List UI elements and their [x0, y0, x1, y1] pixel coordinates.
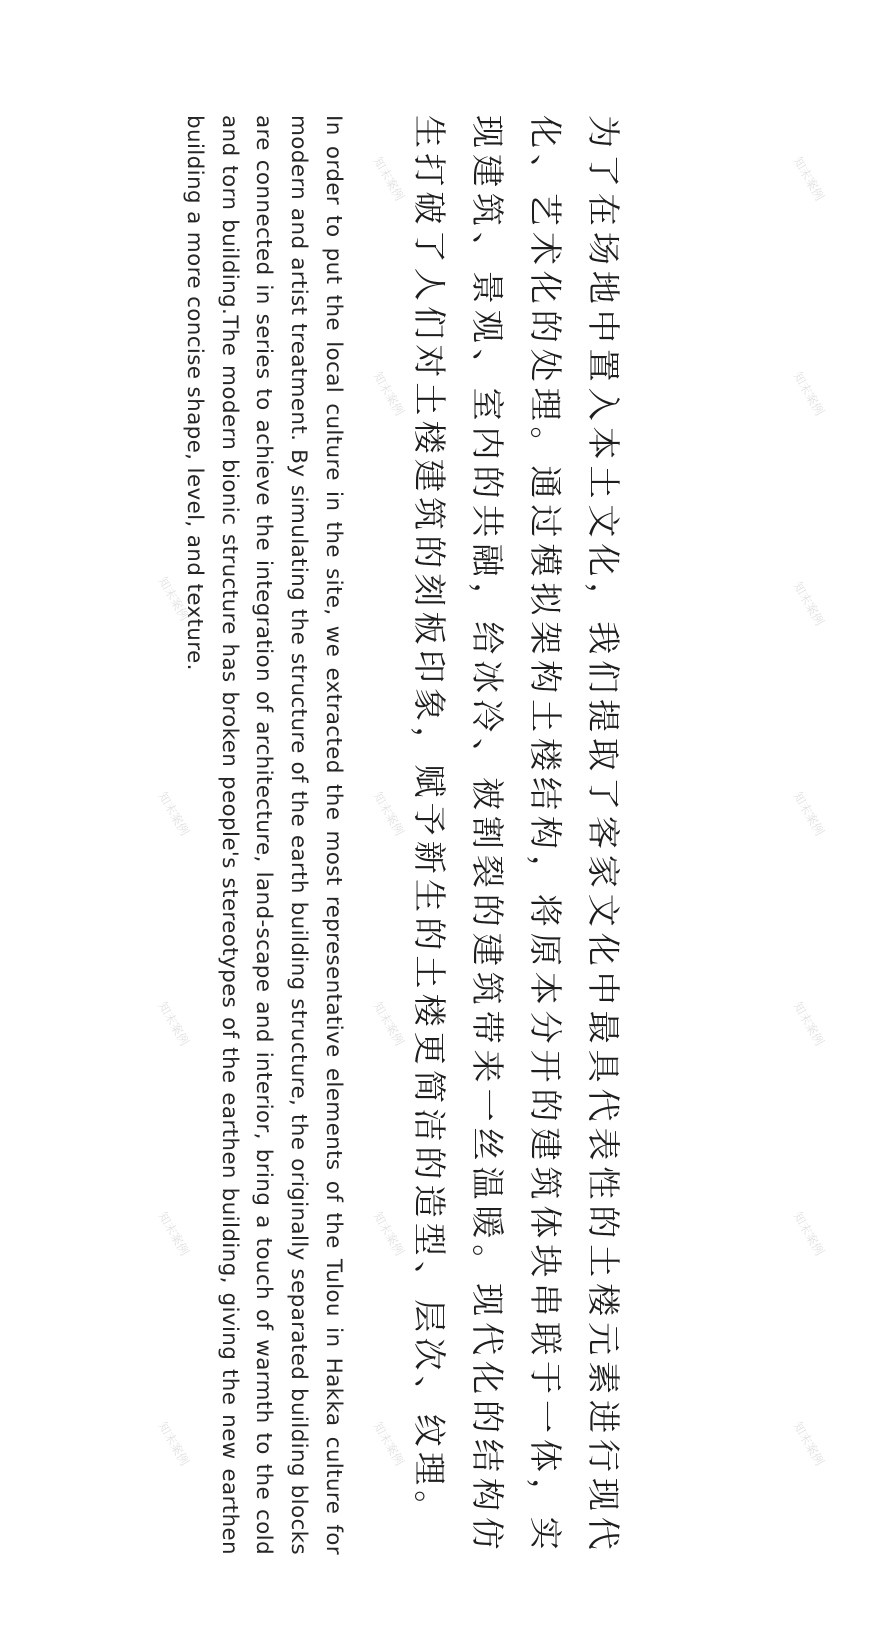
- watermark: 知末案例: [790, 999, 827, 1049]
- watermark: 知末案例: [790, 1209, 827, 1259]
- watermark: 知末案例: [790, 789, 827, 839]
- watermark: 知末案例: [155, 1419, 192, 1469]
- watermark: 知末案例: [370, 369, 407, 419]
- watermark: 知末案例: [155, 574, 192, 624]
- watermark: 知末案例: [370, 1419, 407, 1469]
- watermark: 知末案例: [155, 789, 192, 839]
- english-text-block: [176, 115, 350, 1555]
- watermark: 知末案例: [155, 1209, 192, 1259]
- chinese-paragraph: 为了在场地中置入本土文化，我们提取了客家文化中最具代表性的土楼元素进行现代化、艺术化的处理。通过模拟架构土楼结构，将原本分开的建筑体块串联于一体，实现建筑、景观、室内的共融，给冰冷、被割裂的建筑带来一丝温暖。现代化的结构仿生打破了人们对土楼建筑的刻板印象，赋予新生的土楼更简洁的造型、层次、纹理。: [410, 115, 623, 1555]
- english-paragraph: In order to put the local culture in the site, we extracted the most representative elements of the Tulou in Hakka culture for modern and artist treatment. By simulating the structure of the earth building structure, the originally separated building blocks are connected in series to achieve the integration of architecture, land-scape and interior, bring a touch of warmth to the cold and torn building.The modern bionic structure has broken people's stereotypes of the earthen building, giving the new earthen building a more concise shape, level, and texture.: [181, 115, 346, 1555]
- chinese-text-block: [400, 115, 632, 1555]
- watermark: 知末案例: [790, 1419, 827, 1469]
- watermark: 知末案例: [370, 789, 407, 839]
- watermark: 知末案例: [370, 154, 407, 204]
- watermark: 知末案例: [790, 154, 827, 204]
- watermark: 知末案例: [370, 1209, 407, 1259]
- watermark: 知末案例: [790, 369, 827, 419]
- watermark: 知末案例: [790, 579, 827, 629]
- watermark: 知末案例: [155, 999, 192, 1049]
- watermark: 知末案例: [370, 999, 407, 1049]
